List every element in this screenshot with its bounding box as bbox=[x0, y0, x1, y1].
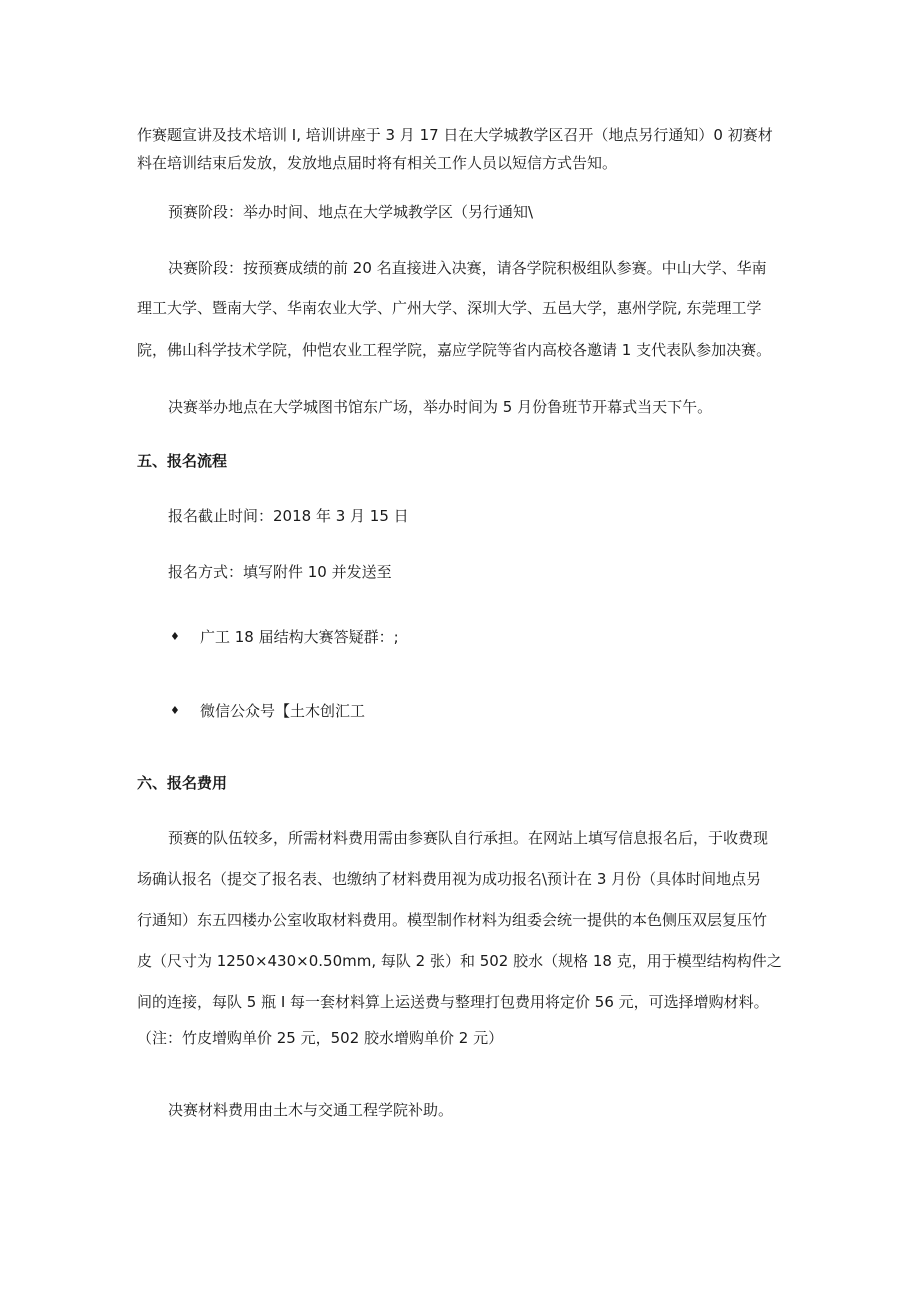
final-stage-line-1: 决赛阶段：按预赛成绩的前 20 名直接进入决赛，请各学院积极组队参赛。中山大学、华南 bbox=[168, 259, 767, 277]
fee-para-line-5: 间的连接，每队 5 瓶 I 每一套材料算上运送费与整理打包费用将定价 56 元，可选择增购材料。 bbox=[137, 993, 769, 1011]
registration-deadline: 报名截止时间：2018 年 3 月 15 日 bbox=[168, 507, 409, 525]
fee-para-line-3: 行通知）东五四楼办公室收取材料费用。模型制作材料为组委会统一提供的本色侧压双层复压竹 bbox=[137, 911, 768, 929]
final-stage-line-3: 院，佛山科学技术学院，仲恺农业工程学院，嘉应学院等省内高校各邀请 1 支代表队参加决赛。 bbox=[137, 341, 772, 359]
final-venue-text: 决赛举办地点在大学城图书馆东广场，举办时间为 5 月份鲁班节开幕式当天下午。 bbox=[168, 398, 713, 416]
final-subsidy-text: 决赛材料费用由土木与交通工程学院补助。 bbox=[168, 1101, 454, 1119]
bullet-wechat: 微信公众号【土木创汇工 bbox=[200, 702, 366, 720]
intro-line-1: 作赛题宣讲及技术培训 I, 培训讲座于 3 月 17 日在大学城教学区召开（地点另行通知）0 初赛材 bbox=[137, 126, 773, 144]
prelim-stage-text: 预赛阶段：举办时间、地点在大学城教学区（另行通知\ bbox=[168, 203, 534, 221]
section-5-heading: 五、报名流程 bbox=[137, 452, 228, 470]
bullet-qq-group: 广工 18 届结构大赛答疑群：; bbox=[200, 628, 399, 646]
fee-para-line-1: 预赛的队伍较多，所需材料费用需由参赛队自行承担。在网站上填写信息报名后，于收费现 bbox=[168, 829, 769, 847]
fee-para-line-2: 场确认报名（提交了报名表、也缴纳了材料费用视为成功报名\预计在 3 月份（具体时间地点另 bbox=[137, 870, 762, 888]
section-6-heading: 六、报名费用 bbox=[137, 774, 228, 792]
fee-para-line-6: （注：竹皮增购单价 25 元，502 胶水增购单价 2 元） bbox=[137, 1029, 504, 1047]
diamond-bullet-icon: ♦ bbox=[170, 704, 180, 717]
intro-line-2: 料在培训结束后发放，发放地点届时将有相关工作人员以短信方式告知。 bbox=[137, 154, 618, 172]
registration-method: 报名方式：填写附件 10 并发送至 bbox=[168, 563, 392, 581]
diamond-bullet-icon: ♦ bbox=[170, 630, 180, 643]
fee-para-line-4: 皮（尺寸为 1250×430×0.50mm, 每队 2 张）和 502 胶水（规格 18 克，用于模型结构构件之 bbox=[137, 952, 782, 970]
final-stage-line-2: 理工大学、暨南大学、华南农业大学、广州大学、深圳大学、五邑大学，惠州学院, 东莞理工学 bbox=[137, 299, 762, 317]
